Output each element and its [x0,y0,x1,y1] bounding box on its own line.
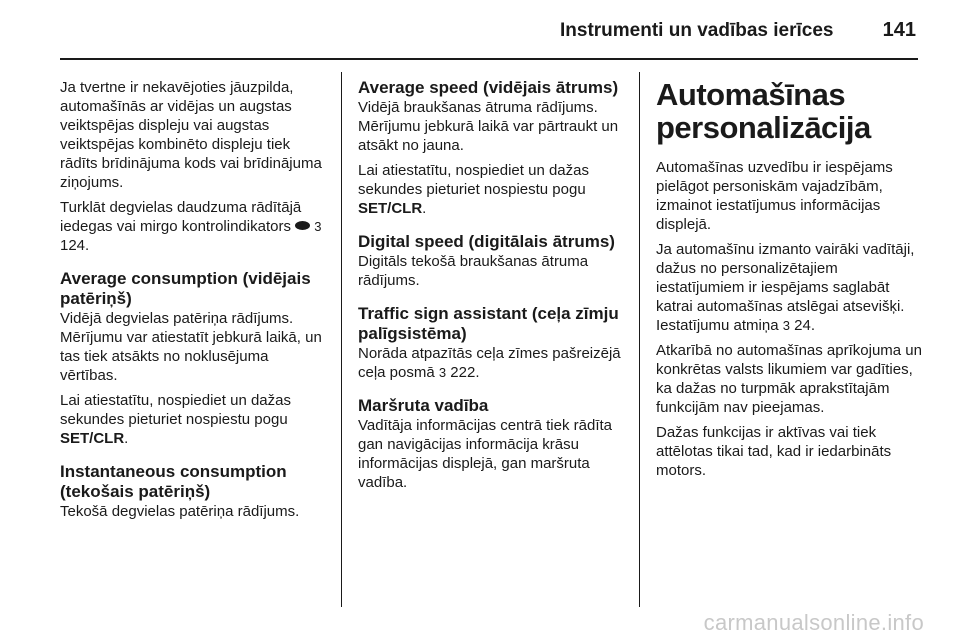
heading-instantaneous-consumption: Instantaneous consumption (tekošais patēriņš) [60,462,287,501]
set-clr-button-label: SET/CLR [60,430,125,447]
paragraph-personalization-intro: Automašīnas uzvedību ir iespējams pielāgot personiskām vajadzībām, izmainot iestatījumus informācijas displejā. [656,159,893,233]
section-title-personalization: Automašīnas personalizācija [656,77,871,145]
paragraph-fuel-indicator [60,198,325,255]
heading-digital-speed: Digital speed (digitālais ātrums) [358,232,615,251]
heading-average-consumption: Average consumption (vidējais patēriņš) [60,269,311,308]
reset-instruction-text: Lai atiestatītu, nospiediet un dažas sekundes pieturiet nospiestu pogu [60,392,291,428]
paragraph-instantaneous-consumption: Tekošā degvielas patēriņa rādījums. [60,503,300,520]
reset-instruction-text: Lai atiestatītu, nospiediet un dažas sekundes pieturiet nospiestu pogu [358,162,589,198]
paragraph-engine-running: Dažas funkcijas ir aktīvas vai tiek attēlotas tikai tad, kad ir iedarbināts motors. [656,424,892,479]
sentence-end: . [124,430,129,447]
multiple-drivers-text: Ja automašīnu izmanto vairāki vadītāji, dažus no personalizētajiem iestatījumiem ir iespējams saglabāt katrai automašīnas atslēgai atsevišķi. Iestatījumu atmiņa [656,241,915,334]
paragraph-reset-speed [358,161,628,218]
page-header-title: Instrumenti un vadības ierīces [560,20,834,41]
paragraph-digital-speed: Digitāls tekošā braukšanas ātruma rādījums. [358,253,589,289]
paragraph-multiple-drivers [656,240,926,335]
reference-arrow-icon: 3 [782,318,790,333]
page-reference-link[interactable]: 124. [60,237,90,254]
paragraph-reset-consumption [60,391,325,448]
paragraph-refuel-warning: Ja tvertne ir nekavējoties jāuzpilda, automašīnās ar vidējas un augstas veiktspējas displeju vai augstas veiktspējas kombinēto displeju tiek rādīts brīdinājuma kods vai brīdinājuma ziņojums. [60,79,322,191]
column-divider-1 [341,72,342,607]
traffic-sign-text: Norāda atpazītās ceļa zīmes pašreizējā ceļa posmā [358,345,621,381]
reference-arrow-icon: 3 [314,219,322,234]
fuel-control-indicator-icon [295,221,310,230]
heading-traffic-sign-assistant: Traffic sign assistant (ceļa zīmju palīgsistēma) [358,304,619,343]
paragraph-traffic-sign-assistant [358,344,628,382]
heading-average-speed: Average speed (vidējais ātrums) [358,78,619,97]
column-divider-2 [639,72,640,607]
page-reference-link[interactable]: 222. [450,364,480,381]
page-number: 141 [882,19,916,41]
page-reference-link[interactable]: 24. [794,317,815,334]
heading-route-guidance: Maršruta vadība [358,396,489,415]
fuel-indicator-text: Turklāt degvielas daudzuma rādītājā iedegas vai mirgo kontrolindikators [60,199,302,235]
paragraph-average-speed: Vidējā braukšanas ātruma rādījums. Mērījumu jebkurā laikā var pārtraukt un atsākt no jauna. [358,99,619,154]
set-clr-button-label: SET/CLR [358,200,423,217]
column-1 [60,78,325,527]
paragraph-equipment-dependency: Atkarībā no automašīnas aprīkojuma un konkrētas valsts likumiem var gadīties, ka dažas no turpmāk aprakstītajām funkcijām nav pieejamas. [656,342,922,416]
reference-arrow-icon: 3 [438,365,447,380]
watermark: carmanualsonline.info [703,610,924,635]
header-divider [60,58,918,60]
paragraph-average-consumption: Vidējā degvielas patēriņa rādījums. Mērījumu var atiestatīt jebkurā laikā, un tas tiek atsākts no noklusējuma vērtības. [60,310,322,384]
paragraph-route-guidance: Vadītāja informācijas centrā tiek rādīta gan navigācijas informācija krāsu informācijas displejā, gan maršruta vadība. [358,417,613,491]
sentence-end: . [422,200,427,217]
column-3 [656,78,926,486]
column-2 [358,78,628,498]
